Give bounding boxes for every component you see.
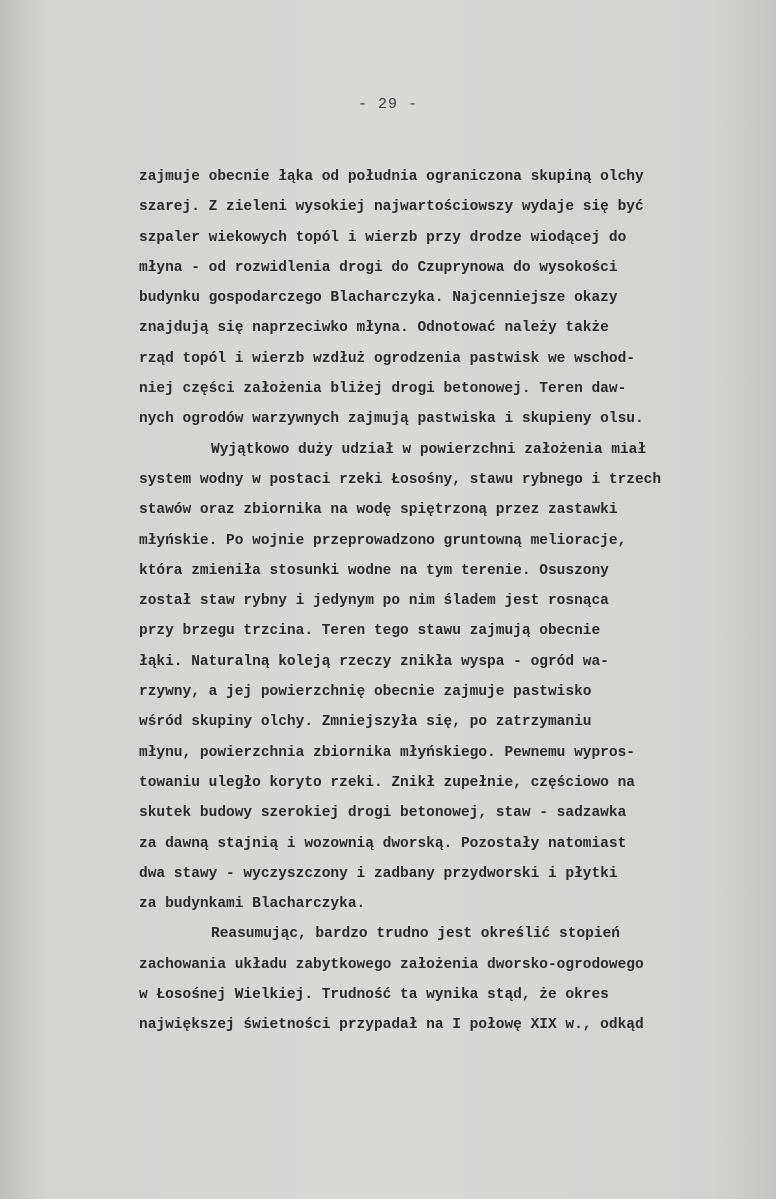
text-line: znajdują się naprzeciwko młyna. Odnotować należy także bbox=[139, 320, 609, 337]
text-line: szarej. Z zieleni wysokiej najwartościowszy wydaje się być bbox=[139, 199, 644, 216]
text-line: za dawną stajnią i wozownią dworską. Pozostały natomiast bbox=[139, 835, 627, 852]
text-line: Reasumując, bardzo trudno jest określić stopień bbox=[211, 926, 620, 943]
text-line: został staw rybny i jedynym po nim śladem jest rosnąca bbox=[139, 593, 609, 610]
text-line: w Łosośnej Wielkiej. Trudność ta wynika stąd, że okres bbox=[139, 987, 609, 1004]
text-line: za budynkami Blacharczyka. bbox=[139, 896, 366, 913]
body-text bbox=[139, 162, 759, 1041]
text-line: Wyjątkowo duży udział w powierzchni założenia miał bbox=[211, 441, 647, 458]
text-line: młyna - od rozwidlenia drogi do Czuprynowa do wysokości bbox=[139, 259, 618, 276]
text-line: stawów oraz zbiornika na wodę spiętrzoną przez zastawki bbox=[139, 502, 618, 519]
text-line: która zmieniła stosunki wodne na tym terenie. Osuszony bbox=[139, 562, 609, 579]
text-line: największej świetności przypadał na I połowę XIX w., odkąd bbox=[139, 1017, 644, 1034]
text-line: system wodny w postaci rzeki Łosośny, stawu rybnego i trzech bbox=[139, 471, 662, 488]
text-line: rzywny, a jej powierzchnię obecnie zajmuje pastwisko bbox=[139, 684, 592, 701]
page-number: - 29 - bbox=[357, 96, 418, 113]
text-line: rząd topól i wierzb wzdłuż ogrodzenia pastwisk we wschod- bbox=[139, 350, 635, 367]
text-line: wśród skupiny olchy. Zmniejszyła się, po zatrzymaniu bbox=[139, 714, 592, 731]
text-line: niej części założenia bliżej drogi betonowej. Teren daw- bbox=[139, 381, 627, 398]
text-line: zajmuje obecnie łąka od południa ograniczona skupiną olchy bbox=[139, 169, 644, 185]
text-line: łąki. Naturalną koleją rzeczy znikła wyspa - ogród wa- bbox=[139, 653, 609, 670]
text-line: dwa stawy - wyczyszczony i zadbany przydworski i płytki bbox=[139, 865, 618, 882]
text-line: przy brzegu trzcina. Teren tego stawu zajmują obecnie bbox=[139, 623, 601, 640]
text-line: młyńskie. Po wojnie przeprowadzono gruntowną melioracje, bbox=[139, 532, 627, 549]
text-line: budynku gospodarczego Blacharczyka. Najcenniejsze okazy bbox=[139, 290, 618, 307]
text-line: nych ogrodów warzywnych zajmują pastwiska i skupieny olsu. bbox=[139, 411, 644, 428]
text-line: skutek budowy szerokiej drogi betonowej, staw - sadzawka bbox=[139, 805, 627, 822]
text-line: towaniu uległo koryto rzeki. Znikł zupełnie, częściowo na bbox=[139, 774, 635, 791]
text-line: szpaler wiekowych topól i wierzb przy drodze wiodącej do bbox=[139, 229, 627, 246]
text-line: zachowania układu zabytkowego założenia dworsko-ogrodowego bbox=[139, 956, 644, 973]
text-line: młynu, powierzchnia zbiornika młyńskiego. Pewnemu wypros- bbox=[139, 744, 635, 761]
